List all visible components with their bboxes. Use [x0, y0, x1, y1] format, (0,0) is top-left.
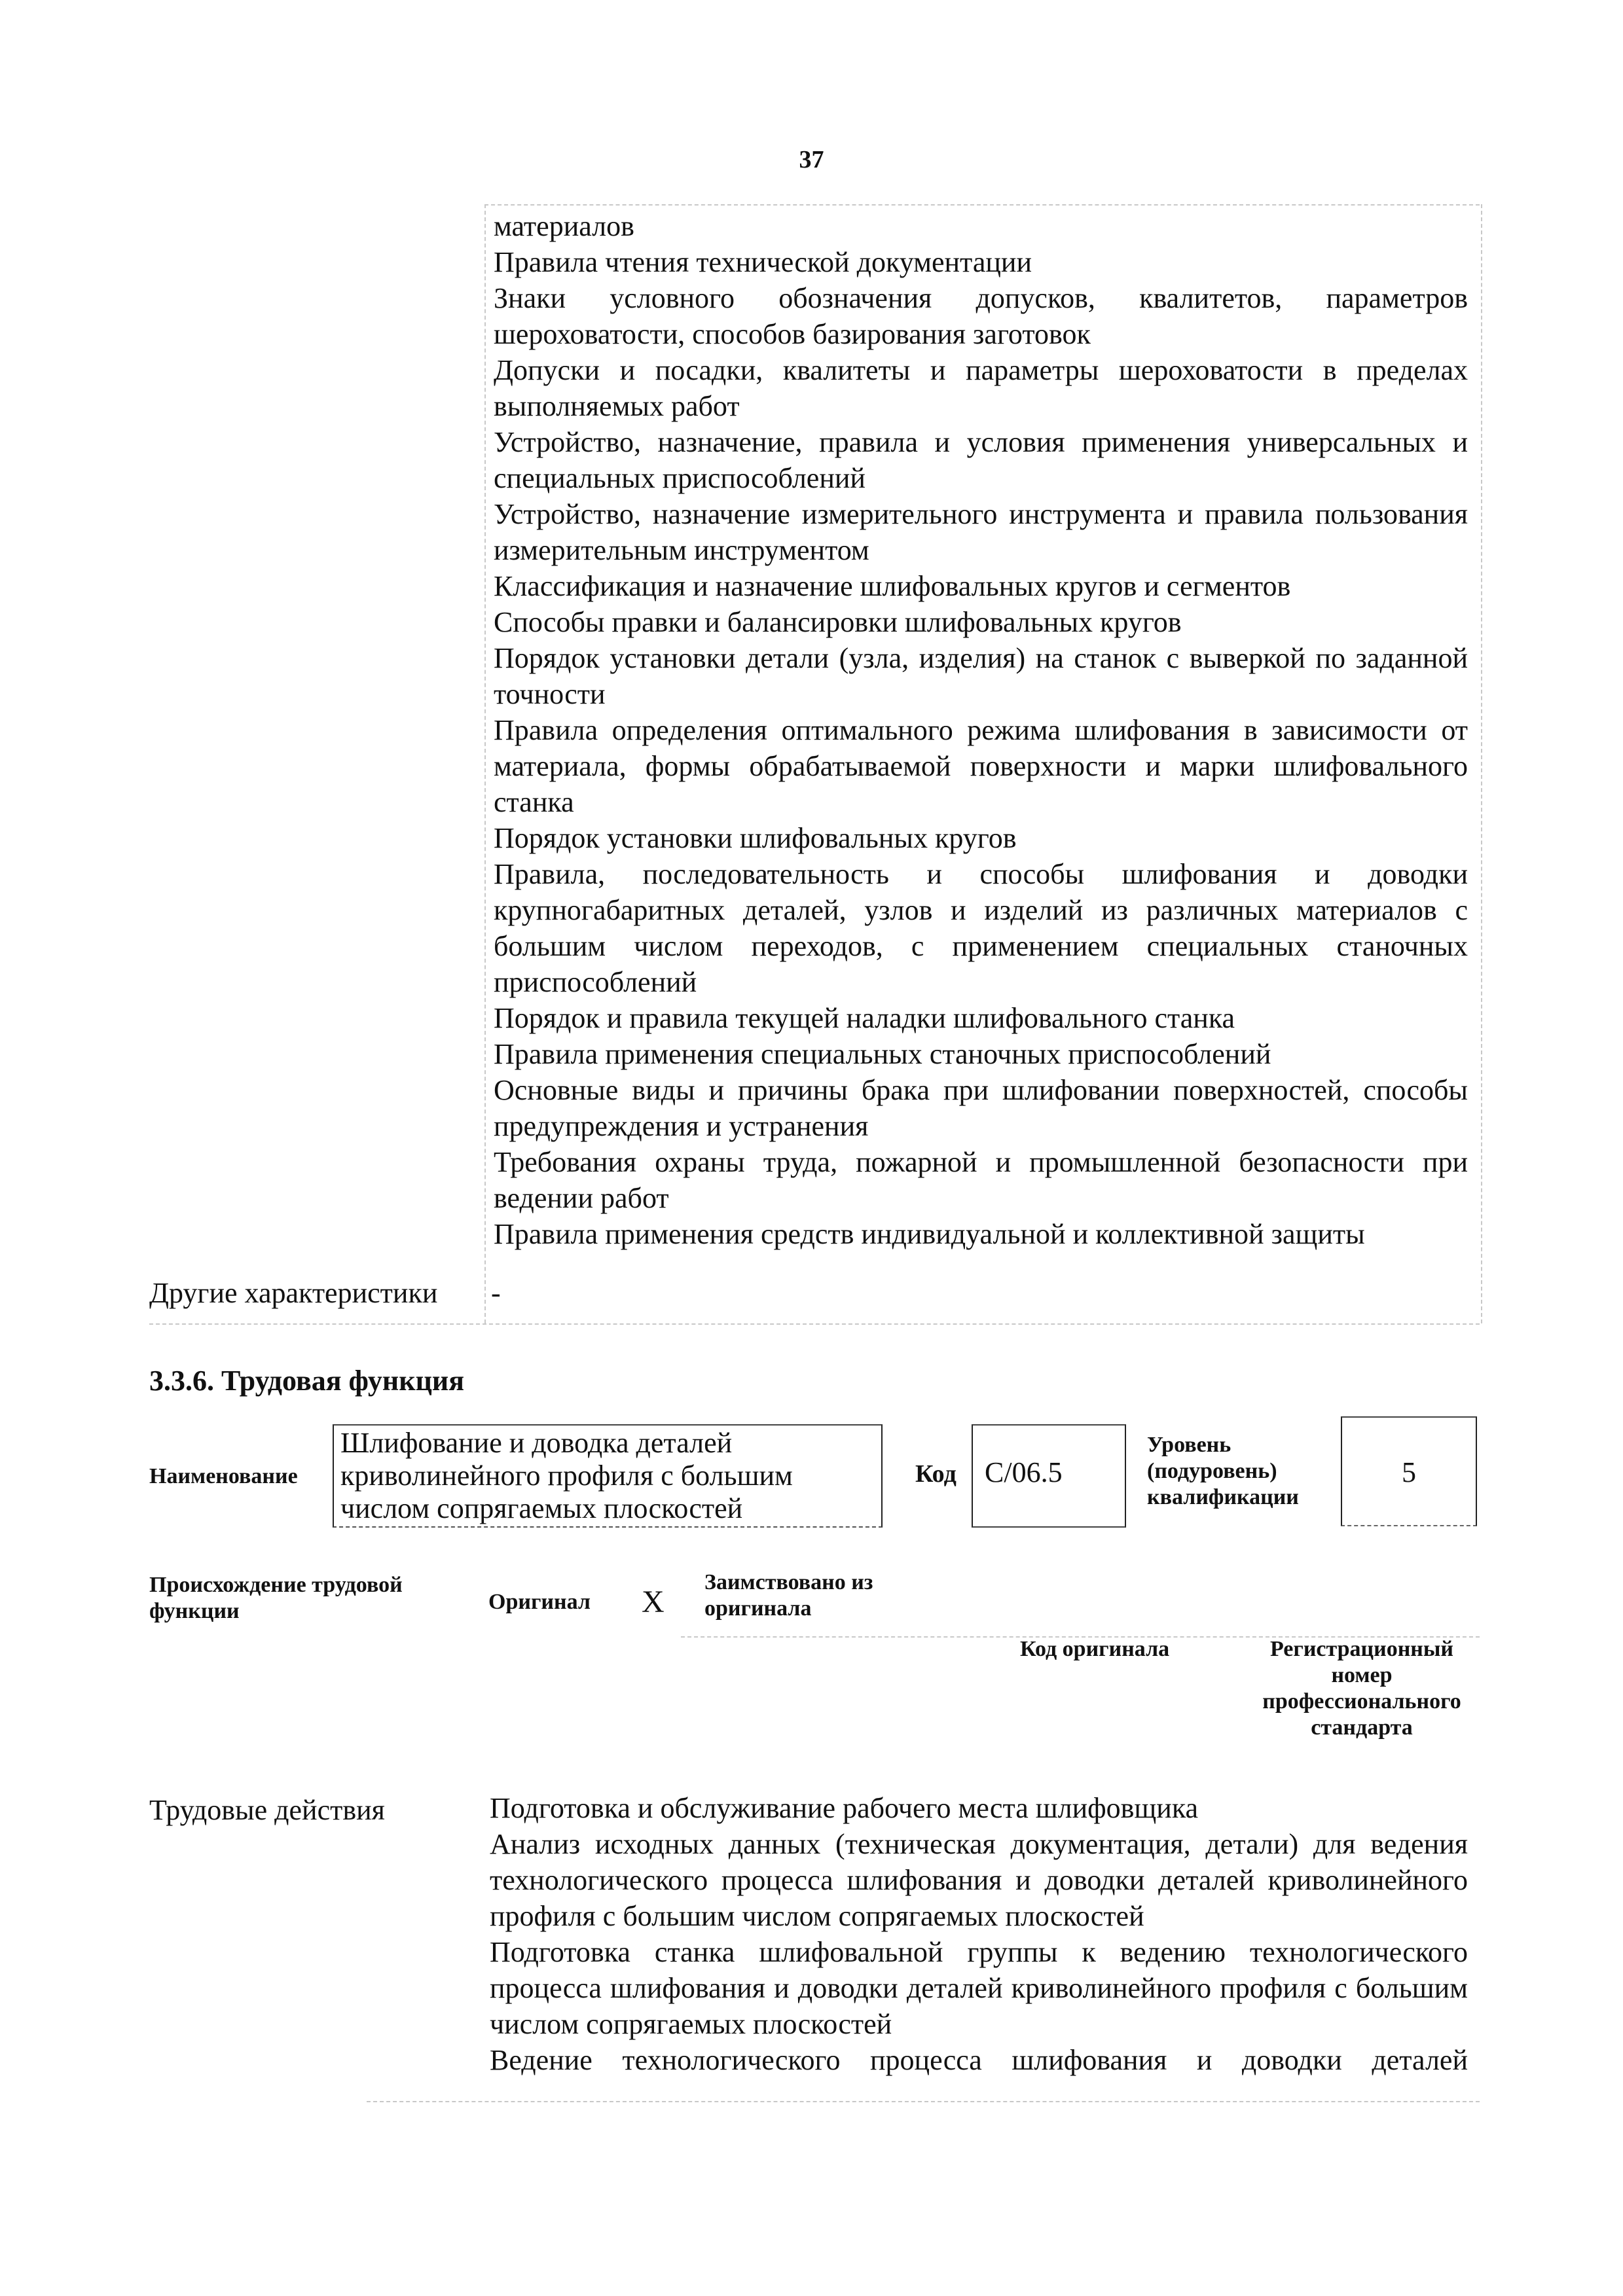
knowledge-item: Способы правки и балансировки шлифовальных кругов: [494, 606, 1182, 638]
reg-number-line: стандарта: [1311, 1715, 1413, 1740]
level-label-line: Уровень: [1147, 1433, 1231, 1457]
level-value: 5: [1402, 1456, 1416, 1488]
knowledge-item: Порядок и правила текущей наладки шлифовального станка: [494, 1002, 1235, 1034]
actions-bottom-rule: [367, 2101, 1480, 2102]
labour-action-item: Подготовка станка шлифовальной группы к ведению технологического процесса шлифования и доводки деталей криволинейного профиля с большим числом сопрягаемых плоскостей: [490, 1936, 1468, 2040]
knowledge-item: Порядок установки детали (узла, изделия) на станок с выверкой по заданной точности: [494, 642, 1468, 710]
borrowed-label: [704, 1570, 873, 1622]
code-value: С/06.5: [985, 1456, 1063, 1488]
knowledge-item: Классификация и назначение шлифовальных кругов и сегментов: [494, 570, 1291, 602]
reg-number-line: профессионального: [1262, 1689, 1461, 1713]
code-original-label: Код оригинала: [1020, 1637, 1170, 1661]
knowledge-item: Знаки условного обозначения допусков, квалитетов, параметров шероховатости, способов базирования заготовок: [494, 282, 1468, 350]
level-label-line: квалификации: [1147, 1485, 1299, 1509]
knowledge-item: Устройство, назначение, правила и условия применения универсальных и специальных приспособлений: [494, 426, 1468, 494]
labour-actions-label: Трудовые действия: [149, 1794, 385, 1826]
origin-label: [149, 1572, 403, 1624]
other-characteristics-value: -: [491, 1277, 501, 1309]
labour-action-item: Ведение технологического процесса шлифования и доводки деталей: [490, 2044, 1468, 2076]
qualification-level-label: [1147, 1432, 1299, 1511]
code-box: [972, 1424, 1126, 1528]
origin-label-line: функции: [149, 1599, 240, 1623]
reg-number-label: [1231, 1636, 1493, 1741]
level-box: [1341, 1416, 1477, 1526]
knowledge-list: [494, 208, 1468, 1252]
knowledge-item: Правила применения специальных станочных приспособлений: [494, 1038, 1271, 1070]
origin-label-line: Происхождение трудовой: [149, 1573, 403, 1597]
section-heading: 3.3.6. Трудовая функция: [149, 1365, 465, 1397]
original-mark: X: [642, 1585, 665, 1619]
function-name-line: криволинейного профиля с большим: [340, 1460, 793, 1492]
knowledge-item: Правила применения средств индивидуальной и коллективной защиты: [494, 1218, 1365, 1250]
knowledge-item: Правила определения оптимального режима шлифования в зависимости от материала, формы обрабатываемой поверхности и марки шлифовального станка: [494, 714, 1468, 818]
reg-number-line: номер: [1331, 1663, 1393, 1687]
function-name-box: [333, 1424, 883, 1528]
table-rule-bottom: [149, 1323, 1480, 1325]
level-label-line: (подуровень): [1147, 1459, 1277, 1483]
labour-action-item: Подготовка и обслуживание рабочего места шлифовщика: [490, 1792, 1199, 1824]
table-rule-right: [1481, 204, 1482, 1323]
table-rule-left: [484, 204, 486, 1323]
labour-actions-list: [490, 1790, 1468, 2078]
page-number: 37: [799, 146, 824, 173]
code-label: Код: [915, 1460, 957, 1488]
knowledge-item: Требования охраны труда, пожарной и промышленной безопасности при ведении работ: [494, 1146, 1468, 1214]
knowledge-item: Допуски и посадки, квалитеты и параметры шероховатости в пределах выполняемых работ: [494, 354, 1468, 422]
table-rule-top: [484, 204, 1480, 206]
knowledge-item: Основные виды и причины брака при шлифовании поверхностей, способы предупреждения и устранения: [494, 1074, 1468, 1142]
other-characteristics-label: Другие характеристики: [149, 1277, 438, 1309]
labour-action-item: Анализ исходных данных (техническая документация, детали) для ведения технологического процесса шлифования и доводки деталей криволинейного профиля с большим числом сопрягаемых плоскостей: [490, 1828, 1468, 1932]
knowledge-item: Порядок установки шлифовальных кругов: [494, 822, 1017, 854]
function-name-line: числом сопрягаемых плоскостей: [340, 1492, 743, 1524]
function-name-line: Шлифование и доводка деталей: [340, 1427, 733, 1459]
original-label: Оригинал: [488, 1590, 591, 1614]
name-label: Наименование: [149, 1464, 298, 1488]
knowledge-item: материалов: [494, 210, 634, 242]
reg-number-line: Регистрационный: [1269, 1637, 1454, 1661]
knowledge-item: Правила чтения технической документации: [494, 246, 1032, 278]
knowledge-item: Правила, последовательность и способы шлифования и доводки крупногабаритных деталей, узлов и изделий из различных материалов с большим числом переходов, с применением специальных станочных приспособлений: [494, 858, 1468, 998]
borrowed-label-line: оригинала: [704, 1596, 812, 1621]
knowledge-item: Устройство, назначение измерительного инструмента и правила пользования измерительным инструментом: [494, 498, 1468, 566]
borrowed-label-line: Заимствовано из: [704, 1570, 873, 1594]
